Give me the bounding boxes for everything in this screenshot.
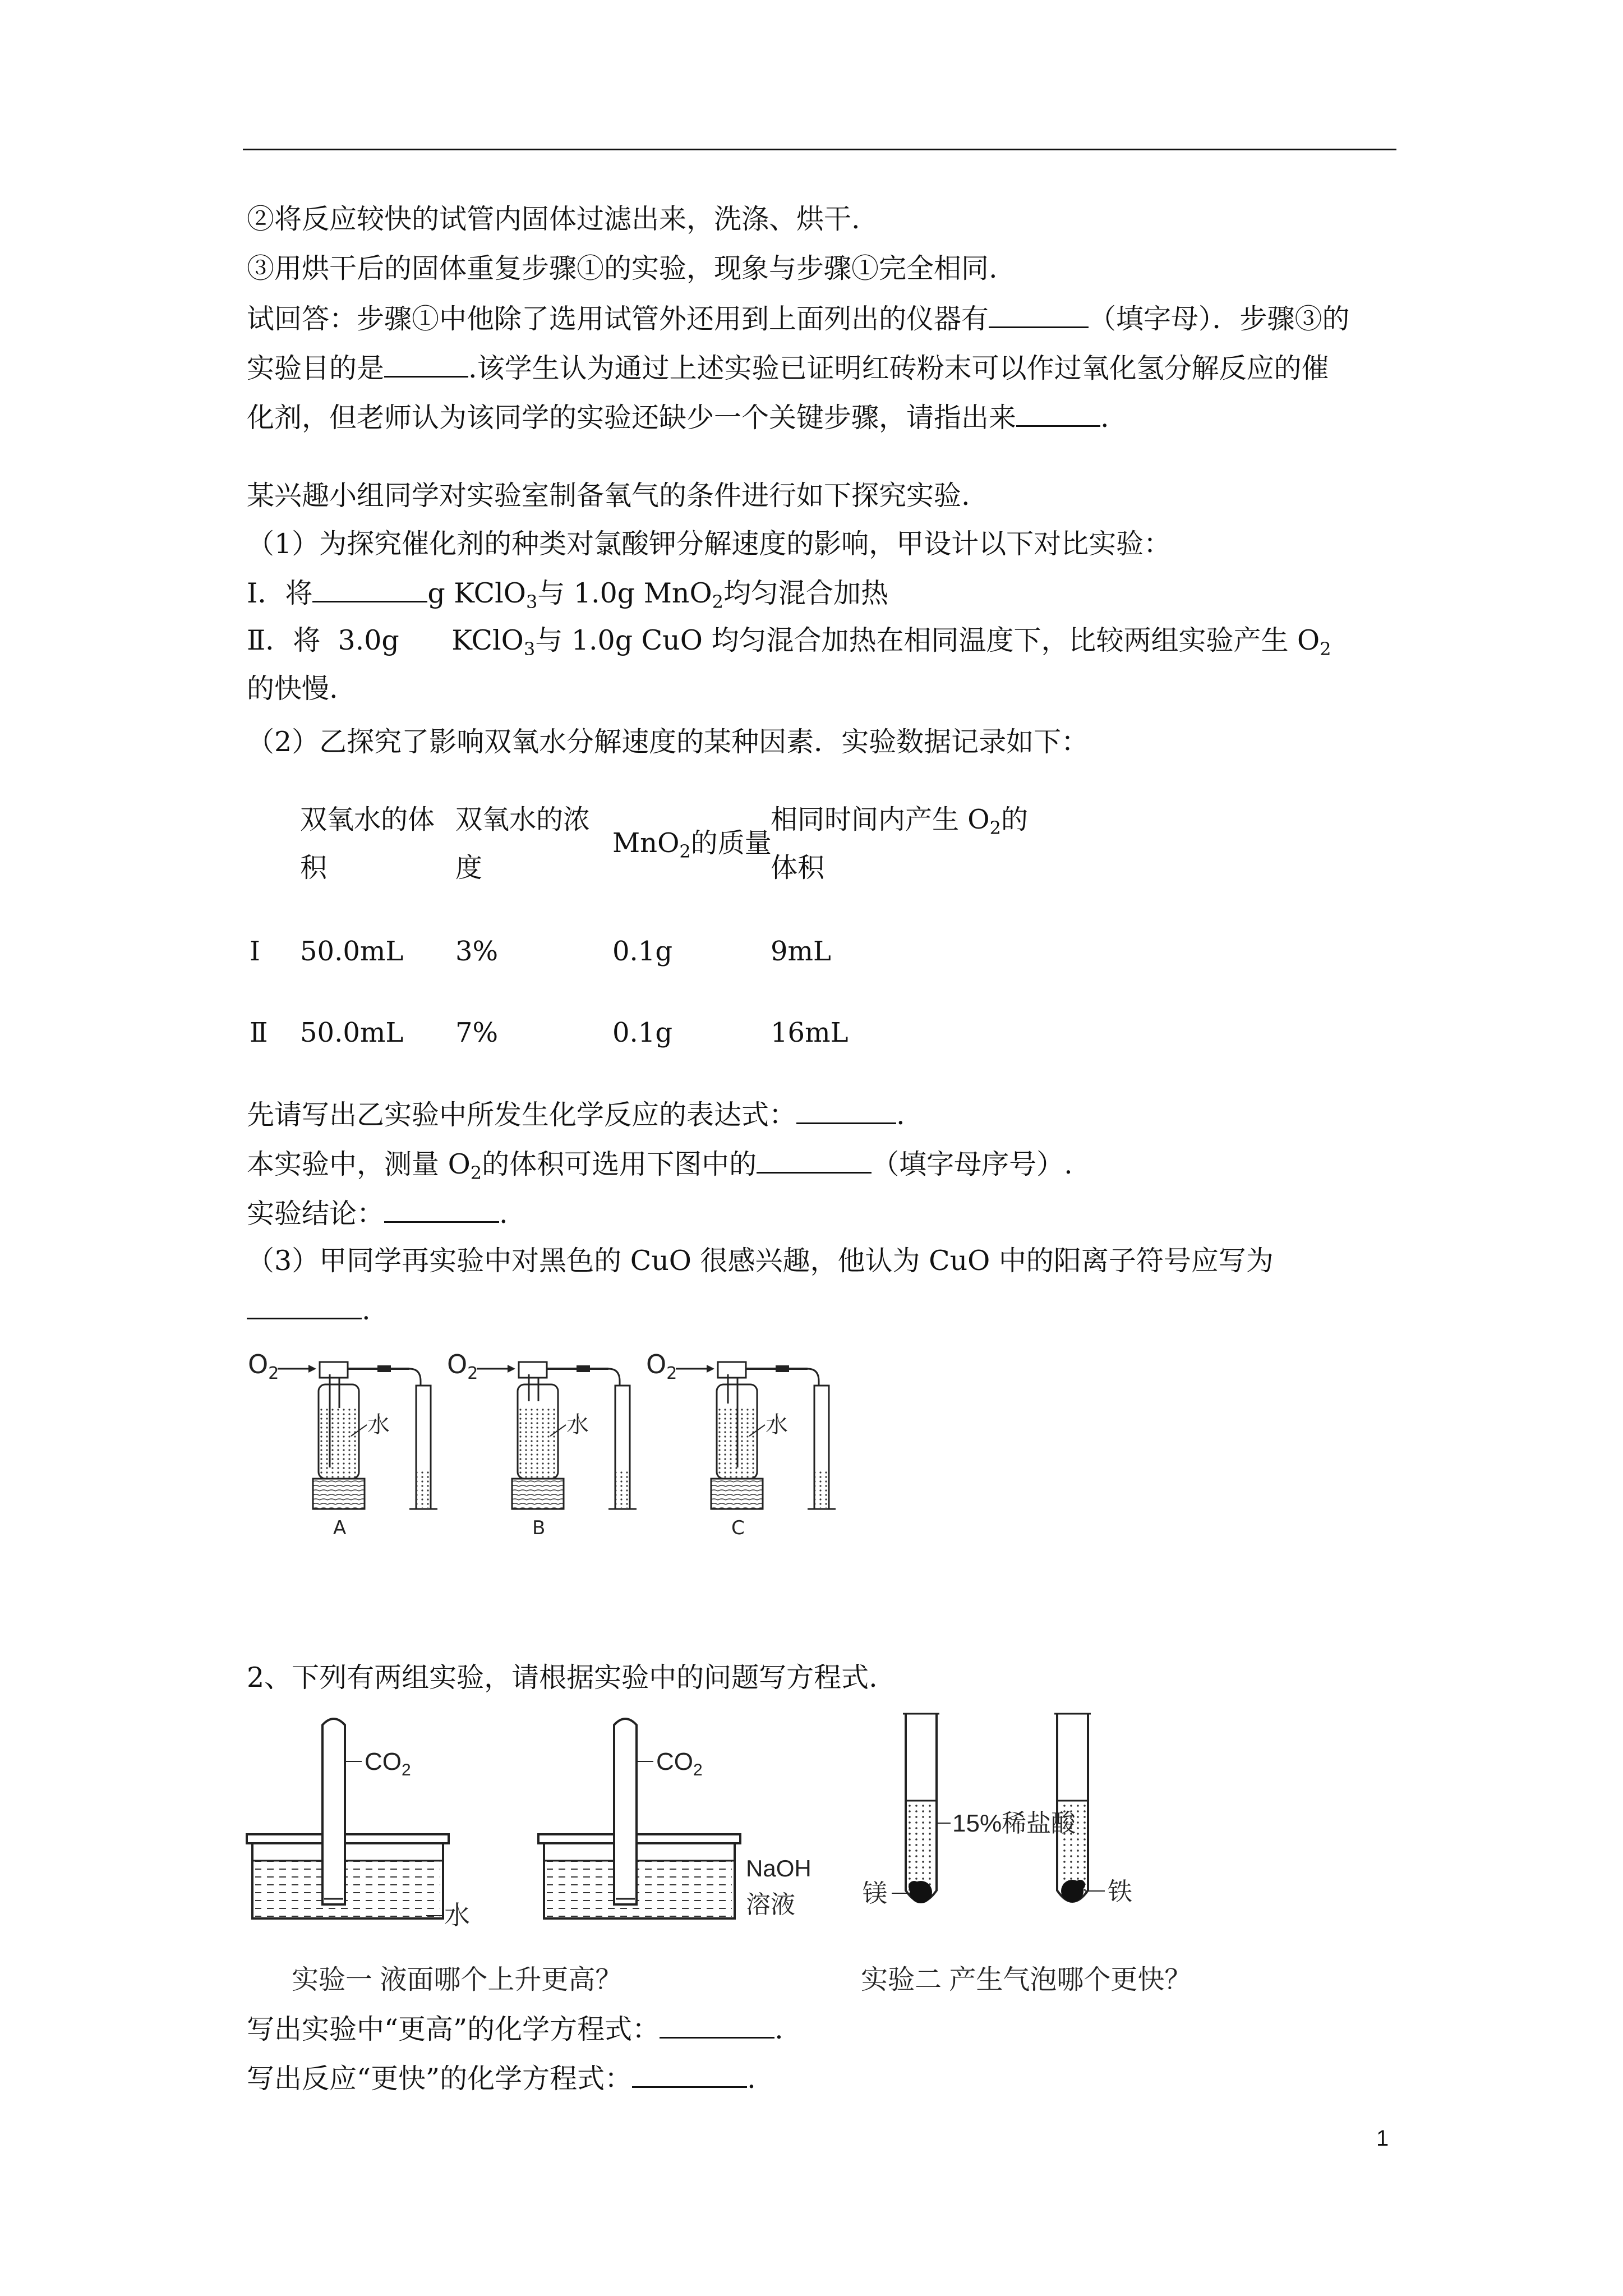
table-header: 积 <box>300 852 328 884</box>
question-3: （3）甲同学再实验中对黑色的 CuO 很感兴趣，他认为 CuO 中的阳离子符号应写为 <box>247 1245 1274 1277</box>
answer-blank <box>312 575 427 602</box>
answer-blank <box>796 1097 896 1124</box>
line-answer-1: 试回答：步骤①中他除了选用试管外还用到上面列出的仪器有 （填字母）．步骤③的 <box>247 301 1350 337</box>
gas-collection-figure <box>241 1341 841 1543</box>
svg-text:铁: 铁 <box>1108 1878 1132 1906</box>
answer-blank <box>1016 399 1100 427</box>
table-header: 相同时间内产生 $O_2$的 <box>771 804 1028 839</box>
header-rule <box>243 149 1396 150</box>
answer-blank <box>989 301 1089 328</box>
section-intro: 某兴趣小组同学对实验室制备氧气的条件进行如下探究实验. <box>247 480 970 512</box>
svg-text:水: 水 <box>444 1901 470 1930</box>
table-header: 双氧水的体 <box>300 804 435 835</box>
svg-text:C: C <box>731 1517 745 1539</box>
svg-text:水: 水 <box>766 1412 788 1438</box>
question-2: （2）乙探究了影响双氧水分解速度的某种因素．实验数据记录如下： <box>247 726 1089 758</box>
svg-text:溶液: 溶液 <box>746 1891 795 1918</box>
answer-blank <box>384 350 468 378</box>
answer-blank <box>632 2060 747 2088</box>
line-conclusion: 实验结论： . <box>247 1195 508 1231</box>
beaker-naoh <box>538 1719 811 1918</box>
svg-text:O2: $O_2$ <box>646 1349 677 1383</box>
svg-text:B: B <box>532 1517 546 1539</box>
line-step2: ②将反应较快的试管内固体过滤出来，洗涤、烘干. <box>247 203 860 235</box>
answer-blank <box>660 2011 774 2039</box>
svg-text:水: 水 <box>566 1412 589 1438</box>
caption-experiment-2: 实验二 产生气泡哪个更快？ <box>861 1965 1192 1995</box>
setup-c <box>646 1349 836 1539</box>
question-1: （1）为探究催化剂的种类对氯酸钾分解速度的影响，甲设计以下对比实验： <box>247 528 1172 560</box>
line-answer-2: 实验目的是 .该学生认为通过上述实验已证明红砖粉末可以作过氧化氢分解反应的催 <box>247 350 1329 386</box>
line-speed: 的快慢. <box>247 673 338 705</box>
answer-blank <box>757 1146 872 1174</box>
answer-blank <box>247 1292 362 1319</box>
svg-text:A: A <box>333 1517 347 1539</box>
page-number: 1 <box>1376 2126 1389 2151</box>
experiment-2: Ⅱ．将 3.0g KClO$_3$与 1.0g CuO 均匀混合加热在相同温度下，比较两组实验产生 $O_2$ <box>247 624 1331 660</box>
write-equation-1: 写出实验中“更高”的化学方程式： . <box>247 2011 783 2047</box>
caption-experiment-1: 实验一 液面哪个上升更高？ <box>292 1965 623 1995</box>
table-header: 体积 <box>771 852 825 884</box>
table-header: MnO$_2$的质量 <box>612 827 772 862</box>
write-equation-2: 写出反应“更快”的化学方程式： . <box>247 2060 756 2096</box>
svg-text:O2: $O_2$ <box>447 1349 478 1383</box>
svg-text:NaOH: NaOH <box>746 1855 811 1881</box>
table-header: 双氧水的浓 <box>455 804 591 835</box>
line-cation: . <box>247 1292 371 1328</box>
beaker-water <box>247 1719 470 1930</box>
svg-text:水: 水 <box>367 1412 390 1438</box>
question-2-title: 2、下列有两组实验，请根据实验中的问题写方程式. <box>247 1662 878 1694</box>
line-answer-3: 化剂，但老师认为该同学的实验还缺少一个关键步骤，请指出来 . <box>247 399 1109 435</box>
tube-magnesium <box>863 1714 939 1907</box>
svg-text:CO2: $CO_2$ <box>365 1748 411 1779</box>
svg-text:镁: 镁 <box>863 1880 887 1907</box>
svg-text:CO2: $CO_2$ <box>656 1748 703 1779</box>
setup-a <box>248 1349 437 1539</box>
experiment-1: Ⅰ．将 g KClO$_3$与 1.0g MnO$_2$均匀混合加热 <box>247 575 888 611</box>
svg-text:O2: $O_2$ <box>248 1349 279 1383</box>
table-header: 度 <box>455 852 483 884</box>
line-expression: 先请写出乙实验中所发生化学反应的表达式： . <box>247 1097 905 1133</box>
answer-blank <box>384 1195 499 1223</box>
line-step3: ③用烘干后的固体重复步骤①的实验，现象与步骤①完全相同. <box>247 252 998 284</box>
setup-b <box>447 1349 637 1539</box>
acid-label: 15%稀盐酸 <box>952 1810 1076 1837</box>
line-measure: 本实验中，测量 $O_2$的体积可选用下图中的 （填字母序号）. <box>247 1146 1073 1182</box>
experiment-figure <box>241 1708 1267 2000</box>
